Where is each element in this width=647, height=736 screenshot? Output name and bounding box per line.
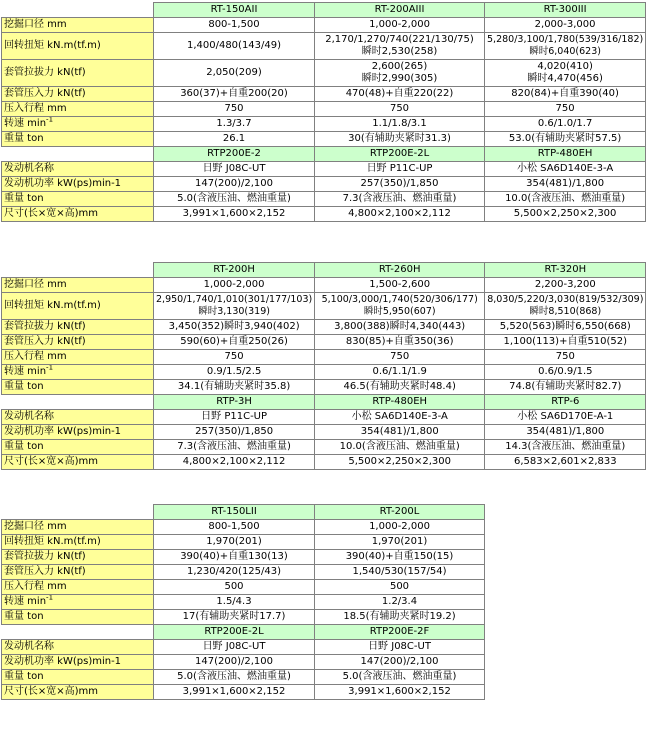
power-pack-model: RTP200E-2 xyxy=(154,147,315,162)
corner-cell xyxy=(2,505,154,520)
speed-label: 转速 min xyxy=(4,366,47,377)
cell: 147(200)/2,100 xyxy=(154,177,315,192)
row-label: 回转扭矩 kN.m(tf.m) xyxy=(2,33,154,60)
torque-row xyxy=(2,33,646,60)
cell: 34.1(有辅助夹紧时35.8) xyxy=(154,380,315,395)
cell: 5.0(含液压油、燃油重量) xyxy=(154,192,315,207)
press-stroke-row xyxy=(2,350,646,365)
row-label: 套管拉拔力 kN(tf) xyxy=(2,60,154,87)
row-label: 重量 ton xyxy=(2,670,154,685)
dig-diameter-row xyxy=(2,18,646,33)
engine-name-row xyxy=(2,162,646,177)
model-name: RT-260H xyxy=(315,263,485,278)
cell: 750 xyxy=(154,102,315,117)
row-label: 套管压入力 kN(tf) xyxy=(2,335,154,350)
cell: 1.3/3.7 xyxy=(154,117,315,132)
power-pack-model: RTP-480EH xyxy=(315,395,485,410)
cell: 3,991×1,600×2,152 xyxy=(154,207,315,222)
row-label: 回转扭矩 kN.m(tf.m) xyxy=(2,293,154,320)
cell: 小松 SA6D140E-3-A xyxy=(485,162,646,177)
cell: 3,991×1,600×2,152 xyxy=(154,685,315,700)
power-pack-model: RTP200E-2L xyxy=(154,625,315,640)
weight-row xyxy=(2,610,485,625)
row-label: 发动机功率 kW(ps)min-1 xyxy=(2,425,154,440)
cell: 1,100(113)+自重510(52) xyxy=(485,335,646,350)
speed-label-exponent: -1 xyxy=(46,116,54,124)
model-header-row xyxy=(2,263,646,278)
cell: 17(有辅助夹紧时17.7) xyxy=(154,610,315,625)
cell: 1.2/3.4 xyxy=(315,595,485,610)
cell: 8,030/5,220/3,030(819/532/309)瞬时8,510(868) xyxy=(485,293,646,320)
engine-power-row xyxy=(2,177,646,192)
cell: 354(481)/1,800 xyxy=(315,425,485,440)
row-label: 发动机名称 xyxy=(2,640,154,655)
cell: 390(40)+自重150(15) xyxy=(315,550,485,565)
casing-pull-row xyxy=(2,550,485,565)
cell: 590(60)+自重250(26) xyxy=(154,335,315,350)
press-stroke-row xyxy=(2,102,646,117)
speed-row xyxy=(2,595,485,610)
power-pack-header-row xyxy=(2,395,646,410)
cell: 53.0(有辅助夹紧时57.5) xyxy=(485,132,646,147)
pp-weight-row xyxy=(2,670,485,685)
power-pack-header-row xyxy=(2,625,485,640)
dig-diameter-row xyxy=(2,278,646,293)
casing-pull-row xyxy=(2,60,646,87)
cell: 750 xyxy=(485,350,646,365)
cell: 5.0(含液压油、燃油重量) xyxy=(154,670,315,685)
row-label: 重量 ton xyxy=(2,380,154,395)
power-pack-model: RTP-3H xyxy=(154,395,315,410)
cell: 14.3(含液压油、燃油重量) xyxy=(485,440,646,455)
cell: 2,000-3,000 xyxy=(485,18,646,33)
pp-weight-row xyxy=(2,192,646,207)
row-label: 发动机名称 xyxy=(2,162,154,177)
speed-label: 转速 min xyxy=(4,596,47,607)
torque-row xyxy=(2,535,485,550)
cell: 750 xyxy=(315,102,485,117)
cell: 0.6/1.1/1.9 xyxy=(315,365,485,380)
dimensions-row xyxy=(2,685,485,700)
row-label: 压入行程 mm xyxy=(2,350,154,365)
spec-table-1 xyxy=(1,2,646,222)
row-label: 发动机功率 kW(ps)min-1 xyxy=(2,655,154,670)
cell: 1.5/4.3 xyxy=(154,595,315,610)
cell: 820(84)+自重390(40) xyxy=(485,87,646,102)
row-label: 套管拉拔力 kN(tf) xyxy=(2,550,154,565)
cell: 小松 SA6D170E-A-1 xyxy=(485,410,646,425)
cell: 500 xyxy=(315,580,485,595)
cell: 日野 J08C-UT xyxy=(315,640,485,655)
cell: 小松 SA6D140E-3-A xyxy=(315,410,485,425)
cell: 5,280/3,100/1,780(539/316/182)瞬时6,040(623) xyxy=(485,33,646,60)
cell: 18.5(有辅助夹紧时19.2) xyxy=(315,610,485,625)
cell: 5,520(563)瞬时6,550(668) xyxy=(485,320,646,335)
speed-row xyxy=(2,365,646,380)
spec-table-3 xyxy=(1,504,485,700)
corner-cell xyxy=(2,263,154,278)
weight-row xyxy=(2,380,646,395)
casing-press-row xyxy=(2,335,646,350)
cell: 360(37)+自重200(20) xyxy=(154,87,315,102)
cell: 日野 P11C-UP xyxy=(154,410,315,425)
speed-label: 转速 min xyxy=(4,118,47,129)
row-label: 挖掘口径 mm xyxy=(2,278,154,293)
cell: 5,500×2,250×2,300 xyxy=(485,207,646,222)
cell: 10.0(含液压油、燃油重量) xyxy=(315,440,485,455)
cell: 750 xyxy=(154,350,315,365)
row-label: 发动机功率 kW(ps)min-1 xyxy=(2,177,154,192)
cell: 800-1,500 xyxy=(154,520,315,535)
cell: 830(85)+自重350(36) xyxy=(315,335,485,350)
cell: 1,000-2,000 xyxy=(315,520,485,535)
row-label: 压入行程 mm xyxy=(2,580,154,595)
cell: 3,450(352)瞬时3,940(402) xyxy=(154,320,315,335)
row-label: 套管压入力 kN(tf) xyxy=(2,87,154,102)
dimensions-row xyxy=(2,455,646,470)
speed-label-exponent: -1 xyxy=(46,594,54,602)
cell: 4,800×2,100×2,112 xyxy=(315,207,485,222)
cell: 800-1,500 xyxy=(154,18,315,33)
cell: 1,000-2,000 xyxy=(315,18,485,33)
cell: 0.6/0.9/1.5 xyxy=(485,365,646,380)
cell: 74.8(有辅助夹紧时82.7) xyxy=(485,380,646,395)
cell: 470(48)+自重220(22) xyxy=(315,87,485,102)
model-name: RT-320H xyxy=(485,263,646,278)
cell: 500 xyxy=(154,580,315,595)
row-label xyxy=(2,117,154,132)
cell: 1,500-2,600 xyxy=(315,278,485,293)
row-label: 挖掘口径 mm xyxy=(2,520,154,535)
model-header-row xyxy=(2,3,646,18)
power-pack-model: RTP-480EH xyxy=(485,147,646,162)
casing-press-row xyxy=(2,87,646,102)
cell: 354(481)/1,800 xyxy=(485,425,646,440)
cell: 750 xyxy=(315,350,485,365)
model-name: RT-200L xyxy=(315,505,485,520)
cell: 6,583×2,601×2,833 xyxy=(485,455,646,470)
spec-table-2 xyxy=(1,262,646,470)
corner-cell xyxy=(2,147,154,162)
model-name: RT-150AII xyxy=(154,3,315,18)
model-name: RT-200AIII xyxy=(315,3,485,18)
row-label xyxy=(2,595,154,610)
cell: 147(200)/2,100 xyxy=(315,655,485,670)
model-name: RT-150LII xyxy=(154,505,315,520)
row-label: 压入行程 mm xyxy=(2,102,154,117)
cell: 147(200)/2,100 xyxy=(154,655,315,670)
model-header-row xyxy=(2,505,485,520)
power-pack-model: RTP200E-2L xyxy=(315,147,485,162)
cell: 2,200-3,200 xyxy=(485,278,646,293)
cell: 257(350)/1,850 xyxy=(154,425,315,440)
cell: 7.3(含液压油、燃油重量) xyxy=(154,440,315,455)
cell: 30(有辅助夹紧时31.3) xyxy=(315,132,485,147)
corner-cell xyxy=(2,3,154,18)
cell: 5,500×2,250×2,300 xyxy=(315,455,485,470)
row-label xyxy=(2,365,154,380)
corner-cell xyxy=(2,395,154,410)
row-label: 尺寸(长×宽×高)mm xyxy=(2,207,154,222)
cell: 1,230/420(125/43) xyxy=(154,565,315,580)
casing-press-row xyxy=(2,565,485,580)
row-label: 发动机名称 xyxy=(2,410,154,425)
cell: 2,170/1,270/740(221/130/75) 瞬时2,530(258) xyxy=(315,33,485,60)
row-label: 重量 ton xyxy=(2,610,154,625)
cell: 10.0(含液压油、燃油重量) xyxy=(485,192,646,207)
cell: 4,020(410) 瞬时4,470(456) xyxy=(485,60,646,87)
pp-weight-row xyxy=(2,440,646,455)
torque-row xyxy=(2,293,646,320)
row-label: 重量 ton xyxy=(2,192,154,207)
cell: 26.1 xyxy=(154,132,315,147)
row-label: 套管拉拔力 kN(tf) xyxy=(2,320,154,335)
cell: 3,991×1,600×2,152 xyxy=(315,685,485,700)
cell: 0.6/1.0/1.7 xyxy=(485,117,646,132)
cell: 5.0(含液压油、燃油重量) xyxy=(315,670,485,685)
cell: 1,970(201) xyxy=(315,535,485,550)
cell: 0.9/1.5/2.5 xyxy=(154,365,315,380)
engine-name-row xyxy=(2,410,646,425)
row-label: 回转扭矩 kN.m(tf.m) xyxy=(2,535,154,550)
cell: 750 xyxy=(485,102,646,117)
row-label: 重量 ton xyxy=(2,132,154,147)
cell: 1.1/1.8/3.1 xyxy=(315,117,485,132)
cell: 1,000-2,000 xyxy=(154,278,315,293)
cell: 46.5(有辅助夹紧时48.4) xyxy=(315,380,485,395)
model-name: RT-300III xyxy=(485,3,646,18)
speed-row xyxy=(2,117,646,132)
cell: 2,600(265) 瞬时2,990(305) xyxy=(315,60,485,87)
power-pack-model: RTP200E-2F xyxy=(315,625,485,640)
power-pack-header-row xyxy=(2,147,646,162)
engine-power-row xyxy=(2,655,485,670)
cell: 7.3(含液压油、燃油重量) xyxy=(315,192,485,207)
cell: 1,540/530(157/54) xyxy=(315,565,485,580)
cell: 257(350)/1,850 xyxy=(315,177,485,192)
casing-pull-row xyxy=(2,320,646,335)
power-pack-model: RTP-6 xyxy=(485,395,646,410)
dimensions-row xyxy=(2,207,646,222)
row-label: 重量 ton xyxy=(2,440,154,455)
speed-label-exponent: -1 xyxy=(46,364,54,372)
row-label: 尺寸(长×宽×高)mm xyxy=(2,685,154,700)
model-name: RT-200H xyxy=(154,263,315,278)
cell: 日野 J08C-UT xyxy=(154,162,315,177)
cell: 2,950/1,740/1,010(301/177/103)瞬时3,130(319) xyxy=(154,293,315,320)
dig-diameter-row xyxy=(2,520,485,535)
cell: 1,400/480(143/49) xyxy=(154,33,315,60)
cell: 日野 J08C-UT xyxy=(154,640,315,655)
cell: 2,050(209) xyxy=(154,60,315,87)
cell: 4,800×2,100×2,112 xyxy=(154,455,315,470)
weight-row xyxy=(2,132,646,147)
cell: 1,970(201) xyxy=(154,535,315,550)
row-label: 套管压入力 kN(tf) xyxy=(2,565,154,580)
cell: 5,100/3,000/1,740(520/306/177)瞬时5,950(607) xyxy=(315,293,485,320)
cell: 3,800(388)瞬时4,340(443) xyxy=(315,320,485,335)
corner-cell xyxy=(2,625,154,640)
cell: 日野 P11C-UP xyxy=(315,162,485,177)
engine-power-row xyxy=(2,425,646,440)
row-label: 挖掘口径 mm xyxy=(2,18,154,33)
row-label: 尺寸(长×宽×高)mm xyxy=(2,455,154,470)
press-stroke-row xyxy=(2,580,485,595)
cell: 354(481)/1,800 xyxy=(485,177,646,192)
cell: 390(40)+自重130(13) xyxy=(154,550,315,565)
engine-name-row xyxy=(2,640,485,655)
